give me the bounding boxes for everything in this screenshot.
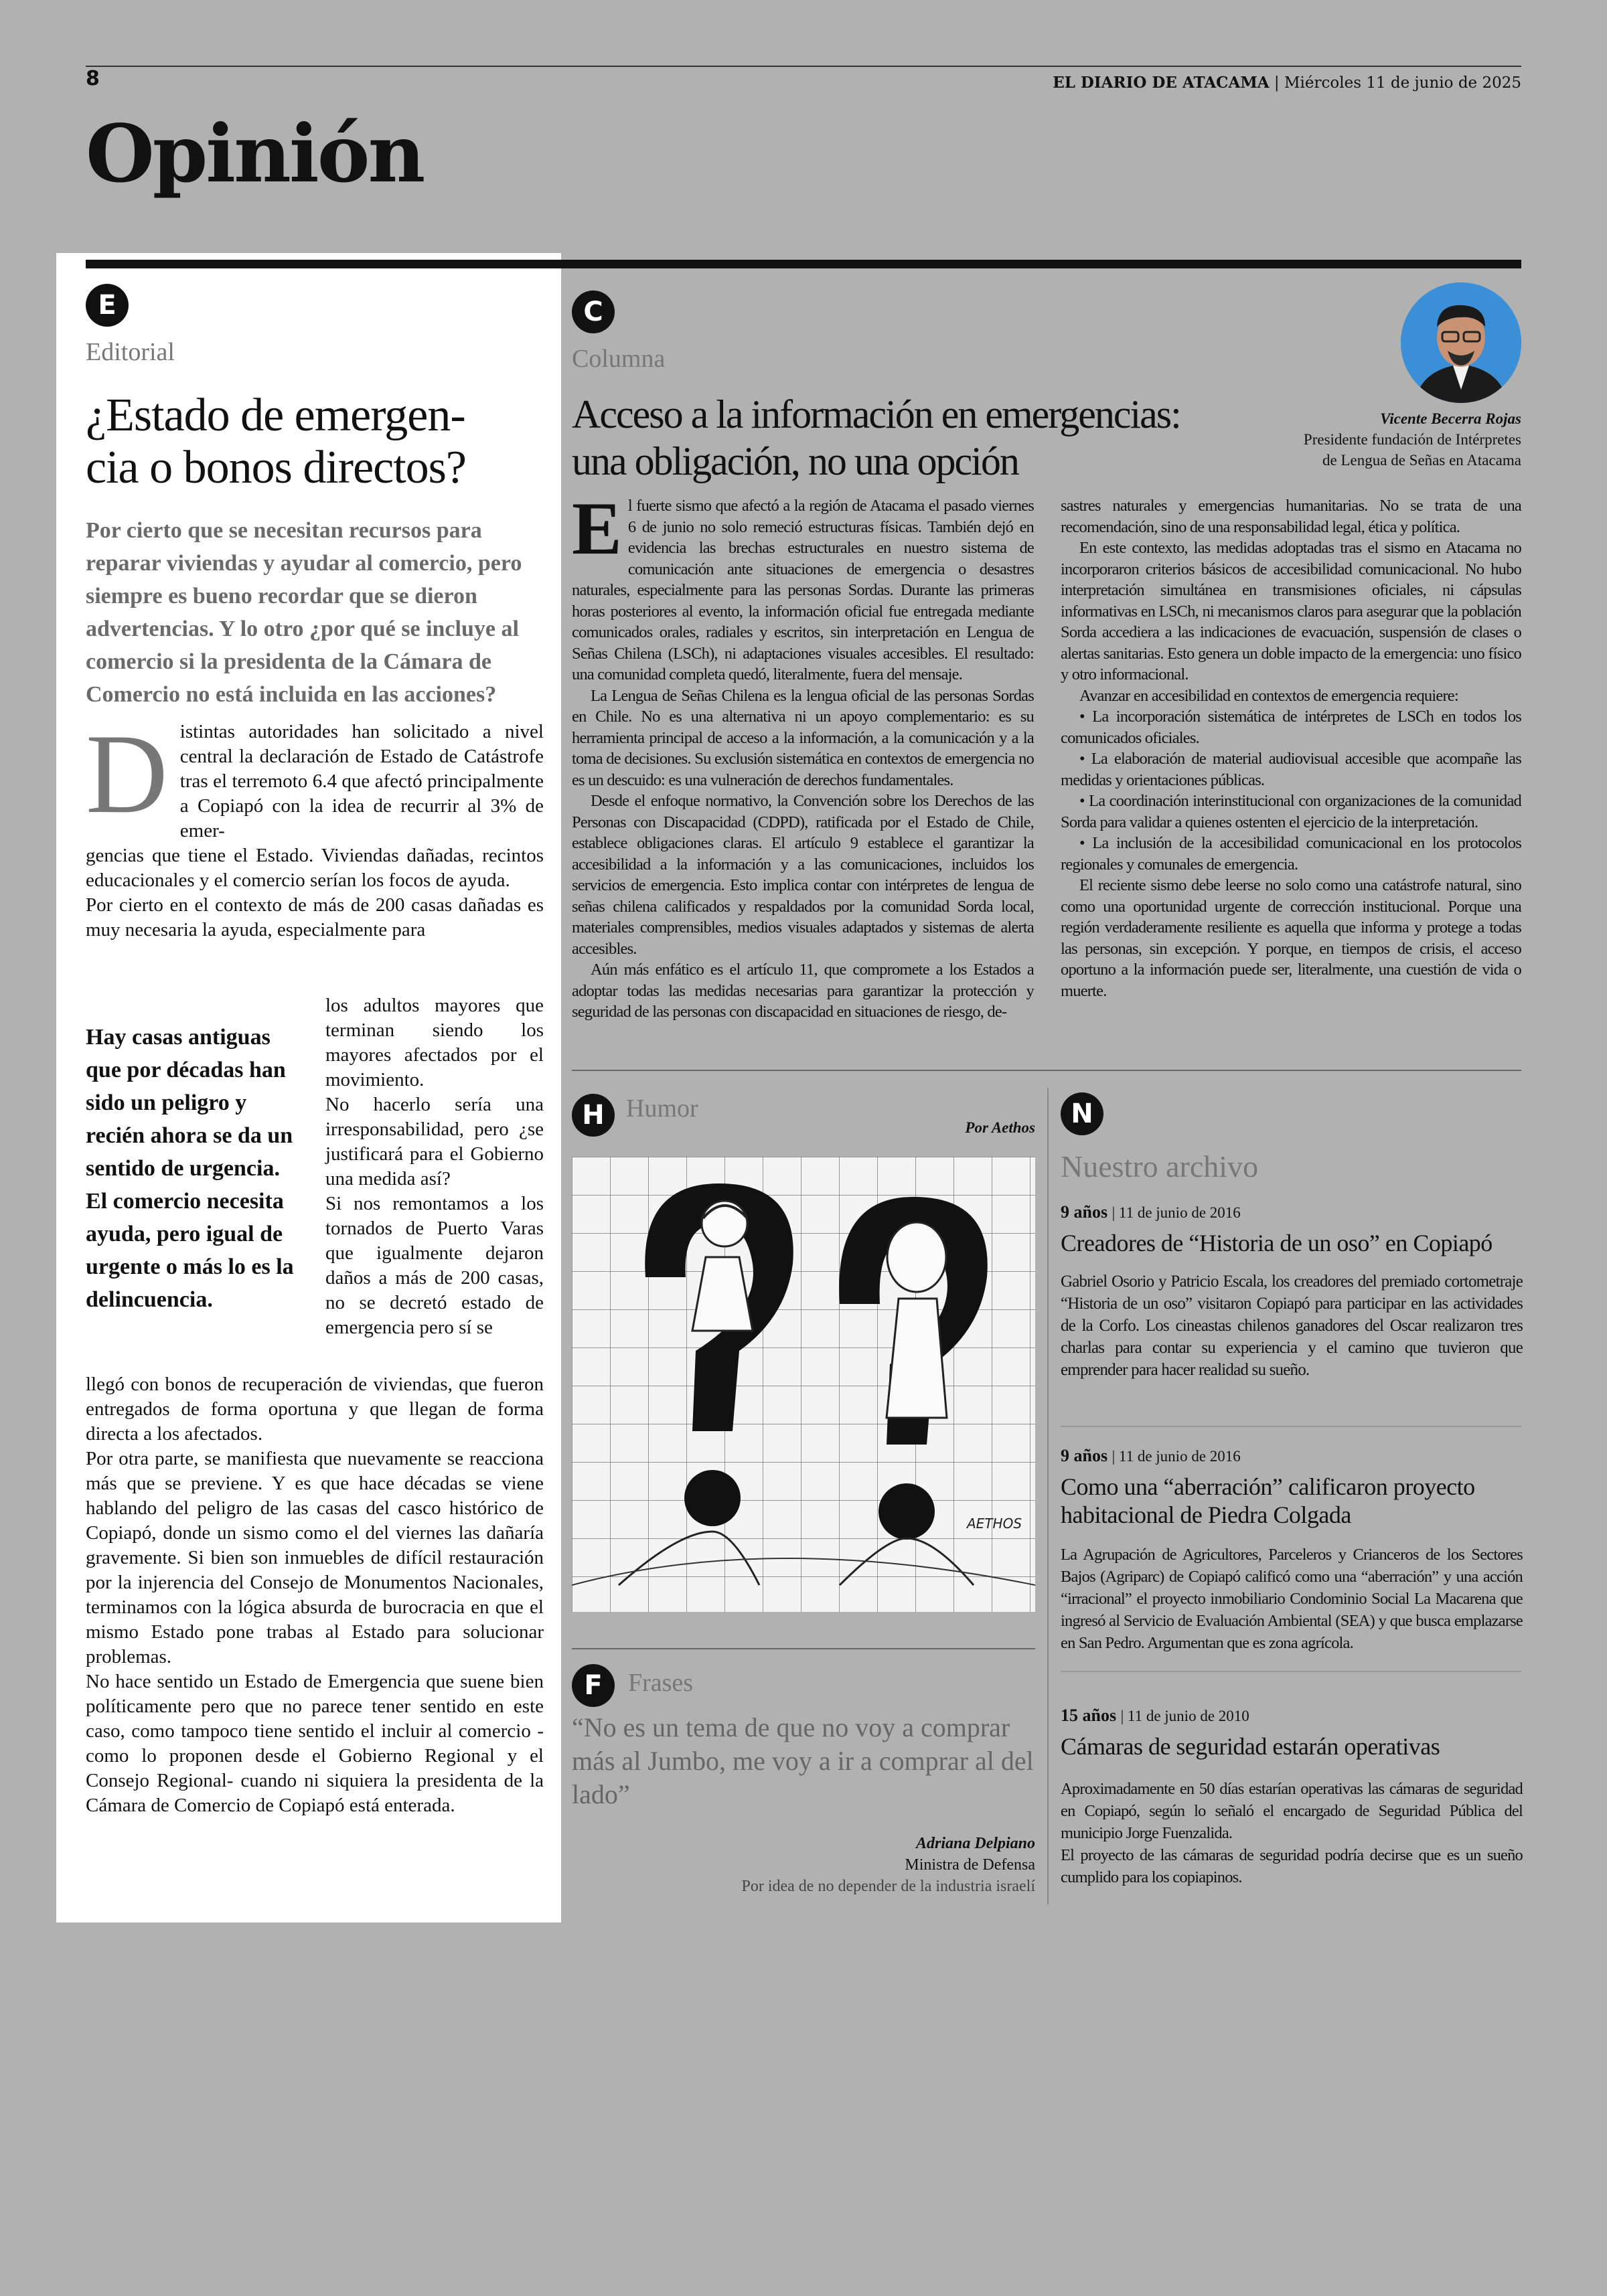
column-byline: Vicente Becerra Rojas Presidente fundación de Intérpretes de Lengua de Señas en Atacama — [1304, 408, 1521, 471]
section-rule — [86, 260, 1521, 268]
archivo-item-3 — [1061, 1706, 1523, 1888]
cartoon-illustration — [572, 1157, 1035, 1612]
humor-credit: Por Aethos — [965, 1119, 1035, 1136]
frases-role: Ministra de Defensa — [905, 1856, 1035, 1874]
column-body-right: sastres naturales y emergencias humanitarias. No se trata de una recomendación, sino de una responsabilidad legal, ética y política. En este contexto, las medidas adoptadas tras el sismo en Atacama no incorporaron criterios básicos de accesibilidad comunicacional. No hubo interpretación simultánea en transmisiones oficiales, ni cápsulas informativas en LSCh, ni mecanismos claros para asegurar que la población Sorda accediera a las indicaciones de evacuación, suspensión de clases o alertas sanitarias. Esto genera un doble impacto de la emergencia: uno físico y otro informacional. Avanzar en accesibilidad en contextos de emergencia requiere: • La incorporación sistemática de intérpretes de LSCh en todos los comunicados oficiales. • La elaboración de material audiovisual accesible que acompañe las medidas y orientaciones públicas. • La coordinación interinstitucional con organizaciones de la comunidad Sorda para validar a quienes ostenten el ejercicio de la interpretación. • La inclusión de la accesibilidad comunicacional en los protocolos regionales y comunales de emergencia. El reciente sismo debe leerse no solo como una catástrofe natural, sino como una oportunidad urgente de corrección institucional. Porque una región verdaderamente resiliente es aquella que informa y protege a todas las personas, sin excepción. Y porque, en tiempos de crisis, el acceso oportuno a la información puede ser, literalmente, una cuestión de vida o muerte. — [1061, 497, 1521, 1000]
archivo-text: Aproximadamente en 50 días estarían operativas las cámaras de seguridad en Copiapó, según lo señaló el encargado de Seguridad Pública del municipio Jorge Fuenzalida. El proyecto de las cámaras de seguridad podría decirse que es un sueño cumplido para los copiapinos. — [1061, 1780, 1523, 1886]
archivo-years: 9 años — [1061, 1202, 1108, 1222]
frases-kicker: Frases — [628, 1669, 694, 1697]
paper-header: EL DIARIO DE ATACAMA | Miércoles 11 de junio de 2025 — [1053, 74, 1521, 92]
editorial-body-2: gencias que tiene el Estado. Viviendas dañadas, recintos educacionales y el comercio serían los focos de ayuda. Por cierto en el contexto de más de 200 casas dañadas es muy necesaria la ayuda, especialmente para — [86, 845, 544, 940]
column-divider — [572, 1070, 1521, 1071]
editorial-badge: E — [86, 284, 129, 327]
frases-attribution — [741, 1833, 1035, 1897]
humor-kicker: Humor — [626, 1094, 698, 1123]
frases-author: Adriana Delpiano — [915, 1835, 1035, 1852]
humor-badge: H — [572, 1094, 615, 1137]
column-dropcap: E — [572, 487, 621, 570]
archivo-text: Gabriel Osorio y Patricio Escala, los creadores del premiado cortometraje “Historia de un oso” visitaron Copiapó para participar en las actividades de la Corfo. Los cineastas chilenos ganadores del Oscar realizaron tres charlas para contar su experiencia y el camino que tuvieron que emprender para hacer realidad su sueño. — [1061, 1273, 1523, 1379]
archivo-title: Creadores de “Historia de un oso” en Copiapó — [1061, 1230, 1493, 1256]
archivo-years: 15 años — [1061, 1706, 1117, 1725]
archivo-date: | 11 de junio de 2010 — [1120, 1708, 1249, 1724]
author-portrait-icon — [1401, 282, 1521, 403]
editorial-dropcap: D — [86, 711, 168, 837]
editorial-body-3: llegó con bonos de recuperación de viviendas, que fueron entregados de forma oportuna y que llegan de forma directa a los afectados. Por otra parte, se manifiesta que nuevamente se reacciona más que se previene. Y es que hace décadas se viene hablando del peligro de las casas del casco histórico de Copiapó, donde un sismo como el del viernes las dañaría gravemente. Si bien son inmuebles de difícil restauración por la injerencia del Consejo de Monumentos Nacionales, terminamos con la lógica absurda de burocracia en que el mismo Estado pone trabas al Estado para solucionar problemas. No hace sentido un Estado de Emergencia que suene bien políticamente pero que no parece tener sentido en este caso, como tampoco tiene sentido el incluir al comercio -como lo proponen desde el Gobierno Regional y el Consejo Regional- cuando ni siquiera la presidenta de la Cámara de Comercio de Copiapó está enterada. — [86, 1374, 544, 1816]
editorial-narrow-column: los adultos mayores que terminan siendo los mayores afectados por el movimiento. No hacerlo sería una irresponsabilidad, pero ¿se justificará para el Gobierno una medida así? Si nos remontamos a los tornados de Puerto Varas que igualmente dejaron daños a más de 200 casas, no se decretó estado de emergencia pero sí se — [325, 995, 544, 1338]
frases-badge: F — [572, 1664, 615, 1707]
archivo-divider-2 — [1061, 1671, 1521, 1672]
column-author: Vicente Becerra Rojas — [1380, 410, 1521, 427]
archivo-item-1 — [1061, 1202, 1523, 1381]
archivo-years: 9 años — [1061, 1446, 1108, 1465]
column-headline: Acceso a la información en emergencias: una obligación, no una opción — [572, 392, 1180, 483]
column-kicker: Columna — [572, 345, 666, 373]
editorial-lead: Por cierto que se necesitan recursos para reparar viviendas y ayudar al comercio, pero siempre es bueno recordar que se dieron advertencias. Y lo otro ¿por qué se incluye al comercio si la presidenta de la Cámara de Comercio no está incluida en las acciones? — [86, 518, 522, 707]
column-body-left: E l fuerte sismo que afectó a la región de Atacama el pasado viernes 6 de junio no solo remeció estructuras físicas. También dejó en evidencia las brechas estructurales en nuestro sistema de comunicación ante situaciones de emergencia o desastres naturales, especialmente para las personas Sordas. Durante las primeras horas posteriores al evento, la información oficial fue entregada mediante comunicados orales, radiales y escritos, sin interpretación en Lengua de Señas Chilena (LSCh), ni adaptaciones visuales accesibles. El resultado: una comunidad completa quedó, literalmente, fuera del mensaje. La Lengua de Señas Chilena es la lengua oficial de las personas Sordas en Chile. No es una alternativa ni un apoyo complementario: es su herramienta principal de acceso a la información, a la comunicación y a la toma de decisiones. Su exclusión sistemática en contextos de emergencia no es un descuido: es una vulneración de derechos fundamentales. Desde el enfoque normativo, la Convención sobre los Derechos de las Personas con Discapacidad (CDPD), ratificada por el Estado de Chile, establece obligaciones claras. El artículo 9 establece el garantizar la accesibilidad a la información y a las comunicaciones, incluidos los servicios de emergencia. Esto implica contar con intérpretes de lengua de señas chilena calificados y respaldados por la comunidad Sorda local, materiales comprensibles, medios visuales adaptados y sistemas de alerta accesibles. Aún más enfático es el artículo 11, que compromete a los Estados a adoptar todas las medidas necesarias para garantizar la protección y seguridad de las personas con discapacidad en situaciones de riesgo, de- — [572, 487, 1034, 1021]
archivo-divider-1 — [1061, 1426, 1521, 1427]
frases-quote: “No es un tema de que no voy a comprar más al Jumbo, me voy a ir a comprar al del lado” — [572, 1712, 1034, 1809]
section-title: Opinión — [86, 107, 424, 200]
archivo-item-2 — [1061, 1446, 1523, 1654]
humor-divider — [572, 1648, 1035, 1649]
editorial-kicker: Editorial — [86, 338, 175, 366]
editorial-body: D istintas autoridades han solicitado a nivel central la declaración de Estado de Catástrofe tras el terremoto 6.4 que afectó principalmente a Copiapó con la idea de recurrir al 3% de emer- — [86, 711, 544, 841]
header-rule — [86, 66, 1521, 67]
archivo-date: | 11 de junio de 2016 — [1112, 1204, 1241, 1221]
archivo-title: Cámaras de seguridad estarán operativas — [1061, 1733, 1440, 1760]
newspaper-name: EL DIARIO DE ATACAMA — [1053, 74, 1270, 92]
column-badge: C — [572, 291, 615, 333]
vertical-divider — [1047, 1088, 1049, 1904]
frases-note: Por idea de no depender de la industria israelí — [741, 1878, 1035, 1895]
issue-date: Miércoles 11 de junio de 2025 — [1284, 74, 1521, 92]
editorial-headline: ¿Estado de emergen- cia o bonos directos? — [86, 390, 466, 493]
archivo-badge: N — [1061, 1092, 1103, 1135]
humor-cartoon — [572, 1157, 1035, 1612]
author-photo — [1401, 282, 1521, 403]
editorial-pullquote: Hay casas antiguas que por décadas han sido un peligro y recién ahora se da un sentido de urgencia. El comercio necesita ayuda, pero igual de urgente o más lo es la delincuencia. — [86, 1025, 294, 1312]
page-number: 8 — [86, 67, 100, 90]
archivo-text: La Agrupación de Agricultores, Parceleros y Crianceros de los Sectores Bajos (Agriparc) de Copiapó calificó como una “aberración” y una acción “irracional” el proyecto inmobiliario Condominio Social La Macarena que ingresó al Servicio de Evaluación Ambiental (SEA) y que busca emplazarse en San Pedro. Argumentan que es zona agrícola. — [1061, 1546, 1523, 1652]
archivo-kicker: Nuestro archivo — [1061, 1149, 1259, 1183]
archivo-title: Como una “aberración” calificaron proyecto habitacional de Piedra Colgada — [1061, 1473, 1475, 1528]
archivo-date: | 11 de junio de 2016 — [1112, 1448, 1241, 1465]
cartoon-signature: AETHOS — [967, 1515, 1022, 1532]
